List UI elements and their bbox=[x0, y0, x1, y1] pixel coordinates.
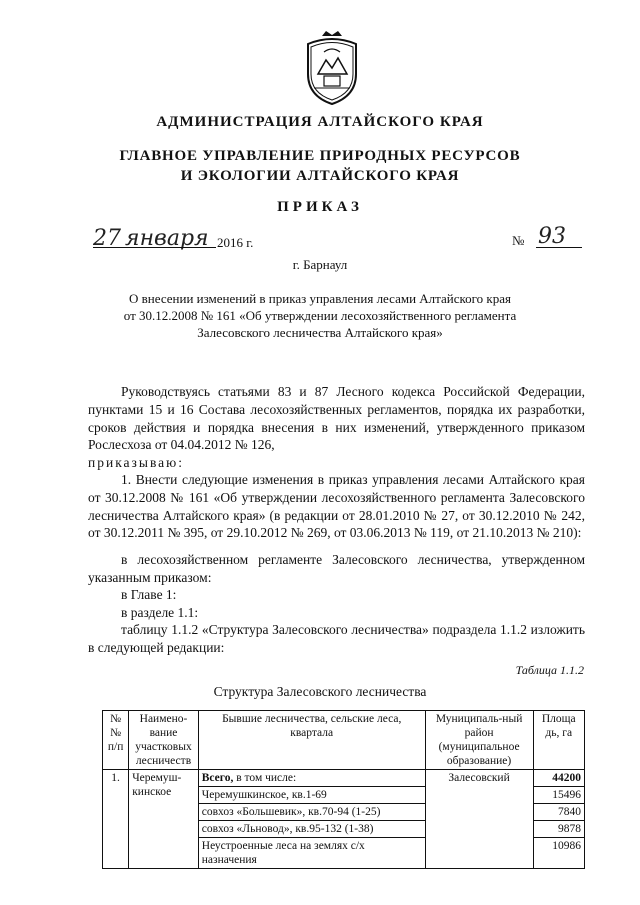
header-num: № № п/п bbox=[103, 711, 129, 770]
row-area: 15496 bbox=[533, 787, 584, 804]
row-former: совхоз «Большевик», кв.70-94 (1-25) bbox=[198, 804, 425, 821]
row-area: 10986 bbox=[533, 838, 584, 869]
header-name: Наимено-вание участковых лесничеств bbox=[129, 711, 199, 770]
number-prefix: № bbox=[512, 233, 525, 248]
header-area: Площа дь, га bbox=[533, 711, 584, 770]
row-total-label bbox=[198, 770, 425, 787]
date-underline bbox=[93, 247, 216, 248]
preamble-paragraph bbox=[88, 383, 585, 472]
number-underline bbox=[536, 247, 582, 248]
header-former: Бывшие лесничества, сельские леса, квартала bbox=[198, 711, 425, 770]
forestry-structure-table bbox=[102, 710, 585, 869]
table-title: Структура Залесовского лесничества bbox=[213, 684, 427, 699]
department-line-2: И ЭКОЛОГИИ АЛТАЙСКОГО КРАЯ bbox=[180, 168, 460, 184]
table-caption: Таблица 1.1.2 bbox=[515, 663, 584, 677]
administration-title: АДМИНИСТРАЦИЯ АЛТАЙСКОГО КРАЯ bbox=[156, 114, 484, 130]
row-num: 1. bbox=[103, 770, 129, 869]
row-former: Неустроенные леса на землях с/х назначения bbox=[198, 838, 425, 869]
table-instruction-paragraph: таблицу 1.1.2 «Структура Залесовского лесничества» подраздела 1.1.2 изложить в следующей редакции: bbox=[88, 622, 585, 655]
subject-line-1: О внесении изменений в приказ управления лесами Алтайского края bbox=[129, 291, 511, 306]
date-year: 2016 г. bbox=[217, 235, 254, 250]
chapter-line: в Главе 1: bbox=[121, 587, 177, 602]
number-value: 93 bbox=[538, 224, 566, 249]
order-subject bbox=[90, 290, 550, 341]
row-former: совхоз «Льновод», кв.95-132 (1-38) bbox=[198, 821, 425, 838]
item-1-regulation-paragraph: в лесохозяйственном регламенте Залесовского лесничества, утвержденном указанным приказом: bbox=[88, 552, 585, 585]
row-area: 7840 bbox=[533, 804, 584, 821]
subject-line-3: Залесовского лесничества Алтайского края» bbox=[197, 325, 443, 340]
city: г. Барнаул bbox=[292, 257, 348, 272]
row-municipal: Залесовский bbox=[425, 770, 533, 869]
row-name: Черемуш-кинское bbox=[129, 770, 199, 869]
total-bold: Всего, bbox=[201, 772, 234, 784]
section-line: в разделе 1.1: bbox=[121, 605, 199, 620]
total-suffix: в том числе: bbox=[233, 772, 297, 784]
row-total-area: 44200 bbox=[533, 770, 584, 787]
order-number bbox=[512, 224, 566, 249]
order-date bbox=[93, 226, 293, 250]
row-former: Черемушкинское, кв.1-69 bbox=[198, 787, 425, 804]
table-row bbox=[103, 770, 585, 787]
order-word: приказываю: bbox=[88, 455, 184, 471]
header-municipal: Муниципаль-ный район (муниципальное образование) bbox=[425, 711, 533, 770]
document-type: ПРИКАЗ bbox=[277, 199, 363, 215]
altai-krai-coat-of-arms-icon bbox=[300, 30, 364, 108]
table-header-row bbox=[103, 711, 585, 770]
subject-line-2: от 30.12.2008 № 161 «Об утверждении лесохозяйственного регламента bbox=[123, 308, 517, 323]
department-line-1: ГЛАВНОЕ УПРАВЛЕНИЕ ПРИРОДНЫХ РЕСУРСОВ bbox=[119, 148, 521, 164]
preamble-text: Руководствуясь статьями 83 и 87 Лесного кодекса Российской Федерации, пунктами 15 и 16 Состава лесохозяйственных регламентов, порядка их разработки, сроков действия и порядка внесения в них изменений, утвержденного приказом Рослесхоза от 04.04.2012 № 126, bbox=[88, 384, 585, 453]
date-day: 27 bbox=[93, 226, 121, 251]
item-1-paragraph: 1. Внести следующие изменения в приказ управления лесами Алтайского края от 30.12.2008 № 161 «Об утверждении лесохозяйственного регламента Залесовского лесничества Алтайского края» (в редакции от 28.01.2010 № 27, от 30.12.2010 № 242, от 30.12.2011 № 395, от 29.10.2012 № 269, от 03.06.2013 № 119, от 21.10.2013 № 210): bbox=[88, 472, 585, 541]
row-area: 9878 bbox=[533, 821, 584, 838]
department-title bbox=[0, 146, 640, 186]
date-month: января bbox=[125, 226, 209, 251]
